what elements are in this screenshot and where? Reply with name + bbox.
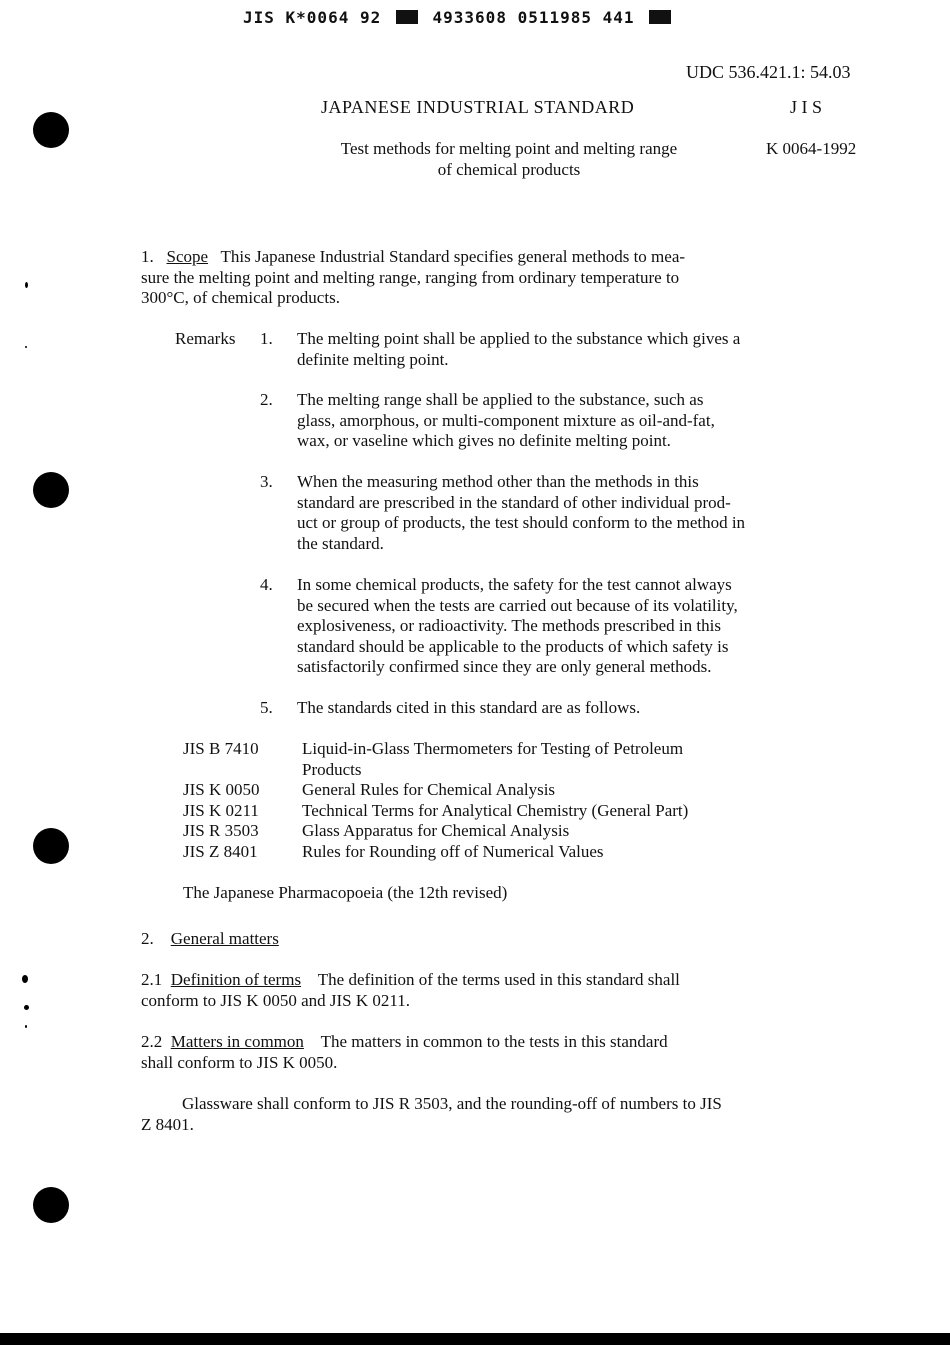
reference-code: JIS K 0050: [183, 780, 260, 799]
reference-title: Rules for Rounding off of Numerical Values: [302, 842, 604, 861]
glassware-text: Glassware shall conform to JIS R 3503, and the rounding-off of numbers to JIS: [182, 1094, 722, 1113]
subsection-2-2-text: shall conform to JIS K 0050.: [141, 1052, 338, 1072]
remarks-label: Remarks: [175, 329, 236, 348]
reference-title-continued: Products: [302, 760, 362, 779]
scope-line: sure the melting point and melting range, ranging from ordinary temperature to: [141, 267, 680, 287]
remark-line: standard should be applicable to the products of which safety is: [297, 636, 729, 656]
reference-title: General Rules for Chemical Analysis: [302, 780, 556, 799]
remark-item: [297, 390, 887, 452]
remark-number: 1.: [260, 329, 273, 348]
subsection-2-2-heading: Matters in common: [170, 1032, 304, 1051]
subsection-2-1-text: conform to JIS K 0050 and JIS K 0211.: [141, 990, 410, 1010]
scan-speck: [22, 975, 28, 983]
reference-title: Glass Apparatus for Chemical Analysis: [302, 821, 570, 840]
remark-item: [297, 329, 887, 370]
scope-number: 1.: [141, 247, 154, 266]
subsection-2-2-text: The matters in common to the tests in this standard: [320, 1032, 668, 1051]
glassware-paragraph: [141, 1094, 881, 1135]
remark-line: When the measuring method other than the methods in this: [297, 472, 699, 491]
jis-mark: J I S: [790, 97, 823, 117]
document-number: K 0064-1992: [766, 139, 857, 158]
remark-line: glass, amorphous, or multi-component mixture as oil-and-fat,: [297, 410, 715, 430]
scan-speck: [25, 346, 27, 348]
subsection-2-1-text: The definition of the terms used in this standard shall: [317, 970, 680, 989]
subsection-2-1-heading: Definition of terms: [170, 970, 302, 989]
udc-number: UDC 536.421.1: 54.03: [686, 62, 851, 82]
punch-hole: [33, 828, 69, 864]
reference-title: Liquid-in-Glass Thermometers for Testing of Petroleum: [302, 739, 684, 758]
scan-bottom-edge: [0, 1333, 950, 1345]
punch-hole: [33, 1187, 69, 1223]
remark-item: [297, 575, 887, 678]
remark-line: In some chemical products, the safety for the test cannot always: [297, 575, 732, 594]
scope-heading: Scope: [166, 247, 209, 266]
remark-line: The melting range shall be applied to the substance, such as: [297, 390, 704, 409]
scope-line: This Japanese Industrial Standard specifies general methods to mea-: [220, 247, 686, 266]
subsection-2-1: [141, 970, 881, 1011]
subsection-2-2-number: 2.2: [141, 1032, 163, 1051]
scan-speck: [25, 282, 28, 288]
punch-hole: [33, 112, 69, 148]
document-title-line2: of chemical products: [437, 159, 581, 179]
remark-line: definite melting point.: [297, 349, 449, 369]
section2-number: 2.: [141, 929, 154, 948]
section2-heading: [141, 929, 279, 950]
reference-row: [183, 780, 555, 801]
reference-row: [183, 821, 569, 842]
reference-code: JIS B 7410: [183, 739, 259, 758]
remark-line: the standard.: [297, 533, 384, 553]
reference-title: Technical Terms for Analytical Chemistry (General Part): [302, 801, 689, 820]
reference-code: JIS R 3503: [183, 821, 259, 840]
section2-title: General matters: [170, 929, 279, 948]
remark-number: 5.: [260, 698, 273, 717]
remark-number: 4.: [260, 575, 273, 594]
remark-line: standard are prescribed in the standard of other individual prod-: [297, 492, 731, 512]
subsection-2-1-number: 2.1: [141, 970, 163, 989]
remark-line: satisfactorily confirmed since they are only general methods.: [297, 657, 712, 677]
reference-row: [183, 739, 683, 760]
document-title-line1: Test methods for melting point and melting range: [340, 139, 678, 158]
scan-speck: [24, 1005, 29, 1010]
remark-line: The melting point shall be applied to the substance which gives a: [297, 329, 741, 348]
reference-code: JIS Z 8401: [183, 842, 258, 861]
reference-code: JIS K 0211: [183, 801, 259, 820]
pharmacopoeia-reference: The Japanese Pharmacopoeia (the 12th revised): [183, 883, 508, 902]
subsection-2-2: [141, 1032, 881, 1073]
punch-hole: [33, 472, 69, 508]
scope-section: [141, 247, 871, 309]
standard-title: JAPANESE INDUSTRIAL STANDARD: [321, 97, 635, 117]
remark-line: uct or group of products, the test should conform to the method in: [297, 513, 746, 533]
reference-row: [183, 842, 604, 863]
remark-line: explosiveness, or radioactivity. The methods prescribed in this: [297, 616, 721, 636]
glassware-text: Z 8401.: [141, 1114, 194, 1134]
remark-line: wax, or vaseline which gives no definite melting point.: [297, 431, 671, 451]
header-code-part2: 4933608 0511985 441: [432, 8, 635, 27]
remark-number: 3.: [260, 472, 273, 491]
remark-line: be secured when the tests are carried out because of its volatility,: [297, 595, 738, 615]
header-block-mark: [396, 10, 418, 24]
scope-line: 300°C, of chemical products.: [141, 288, 340, 308]
remark-line: The standards cited in this standard are as follows.: [297, 698, 641, 717]
header-code-part1: JIS K*0064 92: [243, 8, 382, 27]
scan-speck: [25, 1025, 27, 1028]
remark-item: [297, 472, 887, 554]
reference-row: [183, 801, 688, 822]
remark-number: 2.: [260, 390, 273, 409]
scan-header-code: [243, 8, 675, 27]
document-title: [289, 139, 729, 180]
header-block-mark: [649, 10, 671, 24]
